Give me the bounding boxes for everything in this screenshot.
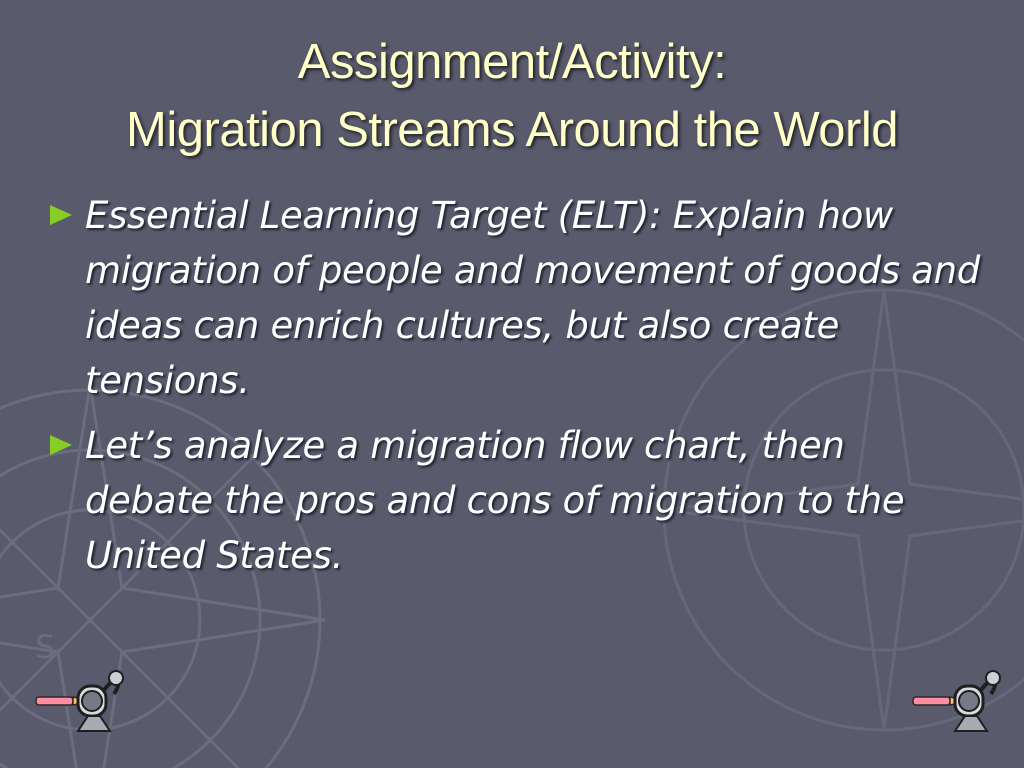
pencil-sharpener-icon — [905, 664, 1005, 734]
bullet-item-analysis — [42, 418, 982, 583]
title-line-1: Assignment/Activity: — [297, 35, 727, 89]
bullet-text-elt: Essential Learning Target (ELT): Explain how migration of people and movement of goods and ideas can enrich cultures, but also create tensions. — [85, 194, 980, 402]
title-line-2: Migration Streams Around the World — [126, 103, 898, 157]
slide-title — [0, 28, 1024, 164]
right-triangle-arrow-icon — [50, 435, 72, 455]
right-triangle-arrow-icon — [50, 205, 72, 225]
pencil-sharpener-icon — [28, 664, 128, 734]
bullet-list — [42, 188, 982, 593]
svg-text:S: S — [35, 628, 56, 666]
bullet-item-elt — [42, 188, 982, 408]
bullet-text-analysis: Let’s analyze a migration flow chart, then debate the pros and cons of migration to the United States. — [85, 424, 905, 577]
